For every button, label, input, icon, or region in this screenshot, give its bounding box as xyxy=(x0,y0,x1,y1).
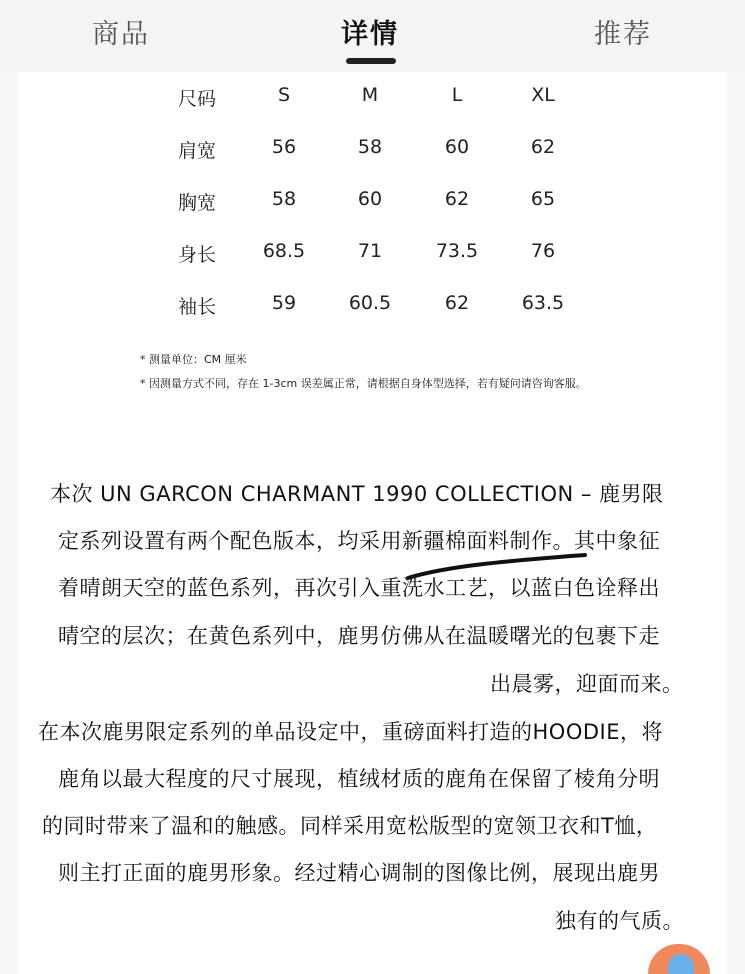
description-line: 则主打正面的鹿男形象。经过精心调制的图像比例，展现出鹿男 xyxy=(58,861,660,885)
table-cell: S xyxy=(277,84,291,106)
table-cell: 袖长 xyxy=(178,296,217,318)
tab-recommend[interactable]: 推荐 xyxy=(594,19,652,50)
tab-product[interactable]: 商品 xyxy=(92,19,150,50)
description-line: 着晴朗天空的蓝色系列，再次引入重洗水工艺，以蓝白色诠释出 xyxy=(58,576,660,600)
description-line: 晴空的层次；在黄色系列中，鹿男仿佛从在温暖曙光的包裹下走 xyxy=(58,624,660,648)
table-cell: 56 xyxy=(271,136,297,158)
description-line: 定系列设置有两个配色版本，均采用新疆棉面料制作。其中象征 xyxy=(58,529,660,553)
tab-details[interactable]: 详情 xyxy=(341,19,399,50)
table-cell: 71 xyxy=(357,240,383,262)
description-line: 独有的气质。 xyxy=(555,909,684,933)
table-cell: 73.5 xyxy=(435,240,479,262)
table-cell: 尺码 xyxy=(178,88,217,110)
table-cell: 62 xyxy=(530,136,556,158)
table-cell: 58 xyxy=(271,188,297,210)
table-cell: 68.5 xyxy=(262,240,306,262)
description-line: 本次 UN GARCON CHARMANT 1990 COLLECTION – 鹿男限 xyxy=(50,482,664,506)
table-cell: L xyxy=(451,84,463,106)
measurement-tolerance-note: * 因测量方式不同，存在 1-3cm 误差属正常，请根据自身体型选择，若有疑问请咨询客服。 xyxy=(140,377,587,390)
description-line: 出晨雾，迎面而来。 xyxy=(490,672,684,696)
description-line: 的同时带来了温和的触感。同样采用宽松版型的宽领卫衣和T恤， xyxy=(42,814,658,838)
measurement-unit-note: * 测量单位：CM 厘米 xyxy=(140,353,247,366)
table-cell: 60.5 xyxy=(348,292,392,314)
description-line: 鹿角以最大程度的尺寸展现，植绒材质的鹿角在保留了棱角分明 xyxy=(58,767,660,791)
table-cell: 60 xyxy=(357,188,383,210)
table-cell: M xyxy=(361,84,379,106)
table-cell: 59 xyxy=(271,292,297,314)
table-cell: 62 xyxy=(444,188,470,210)
table-cell: 65 xyxy=(530,188,556,210)
table-cell: XL xyxy=(531,84,555,106)
table-cell: 76 xyxy=(530,240,556,262)
table-cell: 身长 xyxy=(178,244,217,266)
table-cell: 胸宽 xyxy=(178,192,217,214)
description-line: 在本次鹿男限定系列的单品设定中，重磅面料打造的HOODIE，将 xyxy=(38,720,663,744)
table-cell: 58 xyxy=(357,136,383,158)
table-cell: 60 xyxy=(444,136,470,158)
table-cell: 62 xyxy=(444,292,470,314)
table-cell: 肩宽 xyxy=(178,140,217,162)
table-cell: 63.5 xyxy=(521,292,565,314)
